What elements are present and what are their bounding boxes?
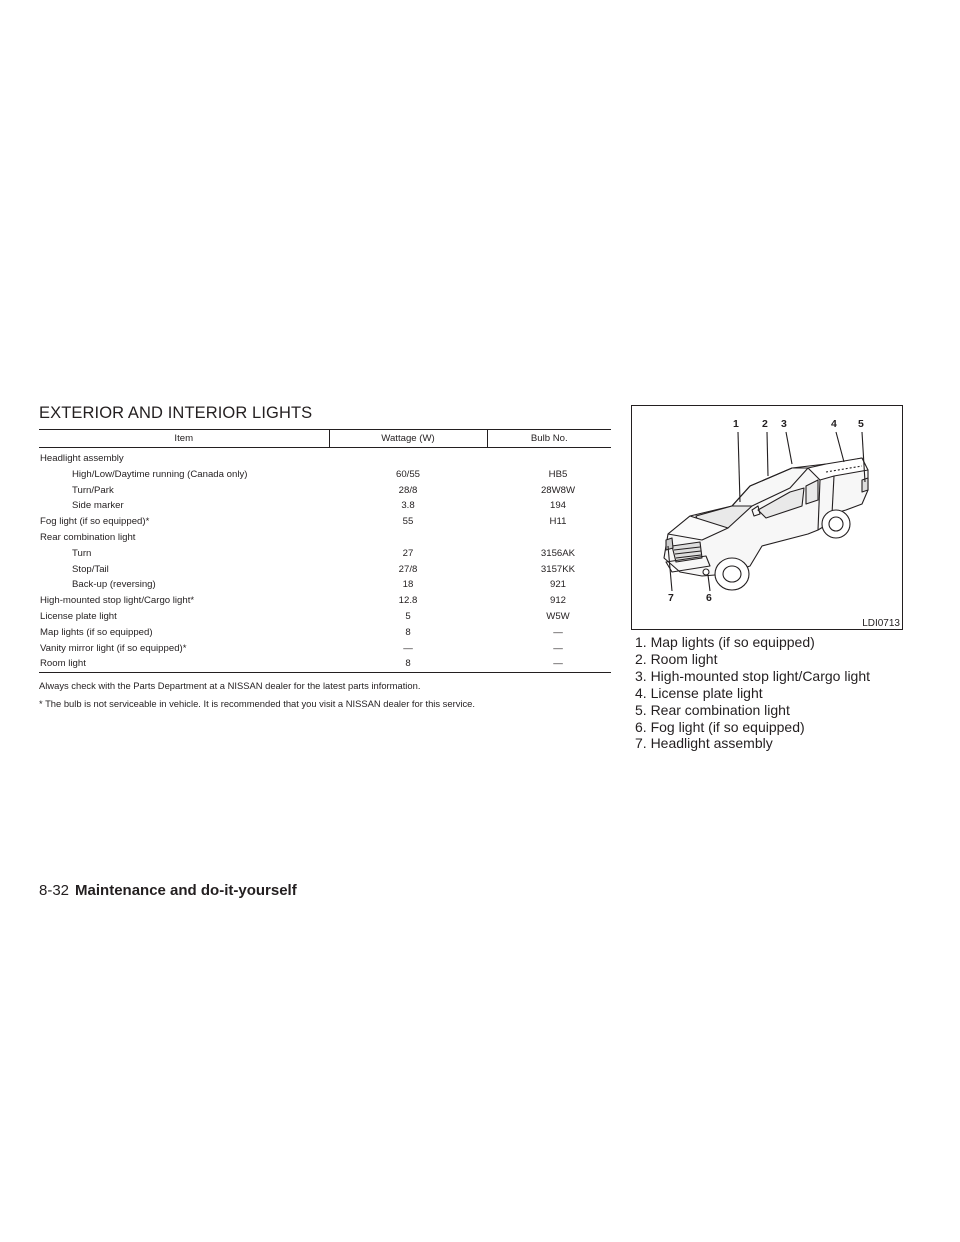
table-row — [39, 593, 611, 609]
cell-item: High-mounted stop light/Cargo light* — [40, 595, 195, 607]
table-header-row — [39, 430, 611, 448]
cell-bulb-number: — — [553, 642, 563, 654]
callout-2: 2 — [762, 418, 768, 430]
cell-bulb-number: — — [553, 626, 563, 638]
legend-item: 7. Headlight assembly — [635, 735, 773, 752]
bulb-specifications-table — [39, 429, 611, 673]
cell-wattage: 28/8 — [398, 484, 418, 496]
figure-legend — [635, 634, 870, 752]
parts-note: Always check with the Parts Department at a NISSAN dealer for the latest parts information. — [39, 680, 421, 691]
legend-item: 4. License plate light — [635, 684, 763, 701]
callout-1: 1 — [733, 418, 739, 430]
cell-item: Room light — [39, 656, 329, 672]
cell-bulb-number: HB5 — [548, 468, 568, 480]
cell-wattage: 27/8 — [398, 563, 418, 575]
header-bulb-number: Bulb No. — [487, 430, 611, 448]
cell-bulb-number: H11 — [549, 516, 567, 528]
table-row — [39, 577, 611, 593]
callout-4: 4 — [831, 418, 837, 430]
cell-wattage: 8 — [405, 626, 411, 638]
table-row — [39, 609, 611, 625]
table-row — [39, 656, 611, 672]
header-wattage: Wattage (W) — [329, 430, 487, 448]
legend-item: 2. Room light — [635, 650, 718, 667]
legend-item: 1. Map lights (if so equipped) — [635, 634, 815, 650]
cell-item: Back-up (reversing) — [72, 579, 156, 591]
legend-item: 3. High-mounted stop light/Cargo light — [635, 667, 871, 684]
cell-bulb-number — [487, 530, 611, 546]
cell-item: Turn/Park — [72, 484, 114, 496]
truck-illustration — [631, 405, 903, 630]
footer-section-name: Maintenance and do-it-yourself — [75, 882, 297, 899]
cell-item: Turn — [72, 547, 92, 559]
page-footer — [39, 882, 297, 899]
header-item: Item — [39, 430, 329, 448]
table-row — [39, 641, 611, 657]
table-row — [39, 530, 611, 546]
callout-5: 5 — [858, 418, 864, 430]
cell-wattage: 12.8 — [398, 595, 418, 607]
legend-item: 6. Fog light (if so equipped) — [635, 718, 805, 735]
cell-bulb-number: 912 — [549, 595, 566, 607]
cell-wattage — [329, 448, 487, 467]
cell-wattage: 8 — [329, 656, 487, 672]
cell-bulb-number: 3156AK — [540, 547, 576, 559]
cell-wattage: 3.8 — [401, 500, 415, 512]
table-row — [39, 483, 611, 499]
table-row — [39, 562, 611, 578]
cell-wattage: 5 — [405, 610, 411, 622]
cell-item: Vanity mirror light (if so equipped)* — [40, 642, 187, 654]
cell-bulb-number: — — [487, 656, 611, 672]
cell-wattage — [329, 530, 487, 546]
figure-code: LDI0713 — [862, 618, 900, 629]
cell-item: Rear combination light — [40, 531, 136, 543]
callout-6: 6 — [706, 592, 712, 604]
cell-item: Map lights (if so equipped) — [40, 626, 153, 638]
table-row — [39, 625, 611, 641]
cell-item: Headlight assembly — [40, 453, 124, 464]
callout-3: 3 — [781, 418, 787, 430]
cell-wattage: 18 — [402, 579, 414, 591]
cell-bulb-number: 194 — [549, 500, 566, 512]
cell-wattage: — — [403, 642, 413, 654]
table-row — [39, 514, 611, 530]
cell-bulb-number: 3157KK — [540, 563, 576, 575]
cell-item: Side marker — [72, 500, 124, 512]
cell-item: Stop/Tail — [72, 563, 109, 575]
cell-item: High/Low/Daytime running (Canada only) — [72, 468, 248, 480]
cell-item: License plate light — [40, 610, 117, 622]
cell-bulb-number: 28W8W — [540, 484, 576, 496]
cell-bulb-number: 921 — [549, 579, 566, 591]
cell-wattage: 60/55 — [395, 468, 420, 480]
callout-7: 7 — [668, 592, 674, 604]
cell-item: Fog light (if so equipped)* — [40, 516, 150, 528]
cell-wattage: 55 — [402, 516, 414, 528]
table-row — [39, 448, 611, 467]
legend-item: 5. Rear combination light — [635, 701, 790, 718]
table-row — [39, 546, 611, 562]
page-number: 8-32 — [39, 882, 70, 899]
serviceable-note: * The bulb is not serviceable in vehicle. It is recommended that you visit a NISSAN dealer for this service. — [39, 698, 475, 709]
cell-bulb-number: W5W — [546, 610, 570, 622]
table-row — [39, 498, 611, 514]
section-title: EXTERIOR AND INTERIOR LIGHTS — [39, 404, 313, 422]
cell-bulb-number — [487, 448, 611, 467]
table-row — [39, 467, 611, 483]
table-body — [39, 448, 611, 673]
cell-wattage: 27 — [402, 547, 414, 559]
